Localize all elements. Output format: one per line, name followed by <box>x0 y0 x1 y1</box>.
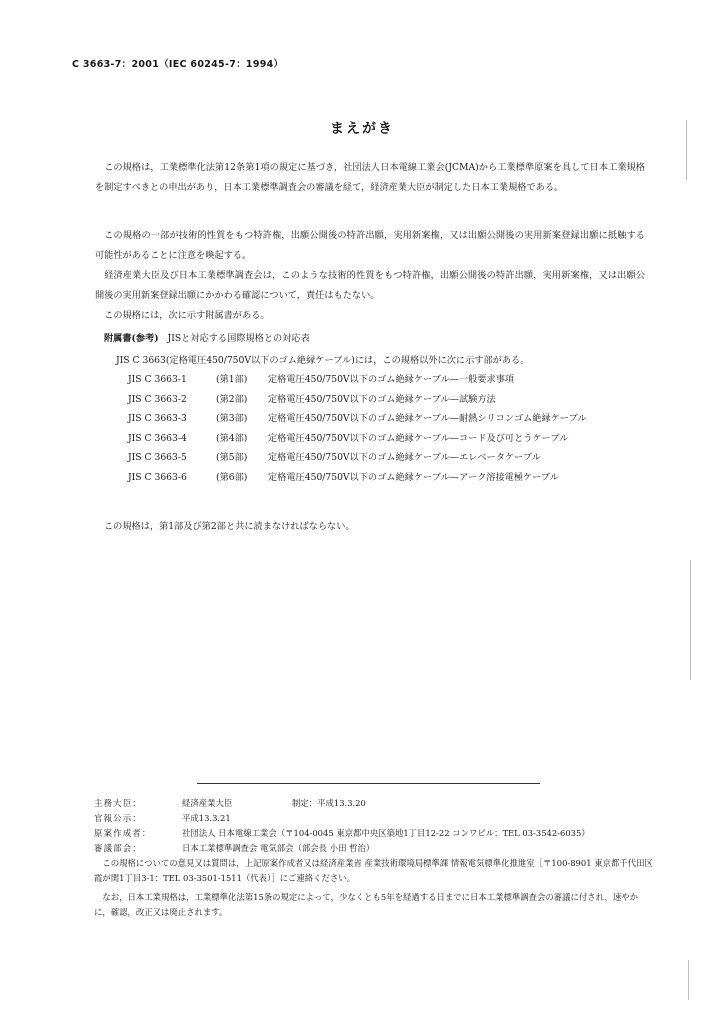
series-intro: JIS C 3663(定格電圧450/750V以下のゴム絶縁ケーブル)には，この規格以外に次に示す部がある。 <box>116 355 530 366</box>
list-item <box>128 390 648 410</box>
series-title: 定格電圧450/750V以下のゴム絶縁ケーブル—耐熱シリコンゴム絶縁ケーブル <box>268 413 587 424</box>
series-part: (第5部) <box>216 452 248 463</box>
gazette-value: 平成13.3.21 <box>182 813 231 823</box>
series-code: JIS C 3663-5 <box>128 452 187 463</box>
council-label: 審議部会： <box>94 843 142 853</box>
series-code: JIS C 3663-2 <box>128 393 187 405</box>
series-part: (第2部) <box>216 393 248 405</box>
footer-minister <box>94 796 654 811</box>
series-title: 定格電圧450/750V以下のゴム絶縁ケーブル—試験方法 <box>268 393 496 405</box>
series-part: (第3部) <box>216 413 248 424</box>
series-title: 定格電圧450/750V以下のゴム絶縁ケーブル—エレベータケーブル <box>268 452 541 463</box>
footer-divider <box>197 783 540 784</box>
closing-note: この規格は，第1部及び第2部と共に読まなければならない。 <box>104 521 355 532</box>
scan-artifact <box>690 560 691 680</box>
review-note: なお，日本工業規格は，工業標準化法第15条の規定によって，少なくとも5年を経過する日までに日本工業標準調査会の審議に付され，速やかに，確認，改正又は廃止されます。 <box>94 892 638 917</box>
council-value: 日本工業標準調査会 電気部会（部会長 小田 哲治） <box>182 843 375 853</box>
series-code: JIS C 3663-1 <box>128 374 187 385</box>
footer-drafter <box>94 826 654 841</box>
gazette-label: 官報公示： <box>94 813 142 823</box>
enacted-date: 制定：平成13.3.20 <box>292 798 366 808</box>
list-item <box>128 448 648 468</box>
series-part: (第1部) <box>216 374 248 385</box>
list-item <box>128 370 648 390</box>
list-item <box>128 409 648 429</box>
paragraph-enactment: この規格は，工業標準化法第12条第1項の規定に基づき，社団法人日本電線工業会(JCMA)から工業標準原案を具して日本工業規格を制定すべきとの申出があり，日本工業標準調査会の審議を経て，経済産業大臣が制定した日本工業規格である。 <box>95 162 645 193</box>
series-code: JIS C 3663-4 <box>128 432 187 444</box>
series-part: (第6部) <box>216 471 248 483</box>
footer-block <box>94 796 654 856</box>
paragraph-patent-disclaimer: 経済産業大臣及び日本工業標準調査会は，このような技術的性質をもつ特許権，出願公開後の特許出願，実用新案権，又は出願公開後の実用新案登録出願にかかわる確認について，責任はもたない。 <box>95 270 645 301</box>
series-code: JIS C 3663-6 <box>128 471 187 483</box>
annex-text: JISと対応する国際規格との対応表 <box>167 333 310 344</box>
drafter-label: 原案作成者： <box>94 828 152 838</box>
scan-artifact <box>686 120 687 180</box>
minister-value: 経済産業大臣 <box>182 798 233 808</box>
series-code: JIS C 3663-3 <box>128 413 187 424</box>
paragraph-patent-notice: この規格の一部が技術的性質をもつ特許権，出願公開後の特許出願，実用新案権，又は出願公開後の実用新案登録出願に抵触する可能性があることに注意を喚起する。 <box>95 230 645 261</box>
footer-council <box>94 841 654 856</box>
series-part: (第4部) <box>216 432 248 444</box>
footer-gazette <box>94 811 654 826</box>
scan-artifact <box>688 960 689 1000</box>
list-item <box>128 468 648 488</box>
series-title: 定格電圧450/750V以下のゴム絶縁ケーブル—アーク溶接電極ケーブル <box>268 471 559 483</box>
minister-label: 主務大臣： <box>94 798 142 808</box>
drafter-value: 社団法人 日本電線工業会（〒104-0045 東京都中央区築地1丁目12-22 コンワビル：TEL 03-3542-6035） <box>182 828 590 838</box>
series-title: 定格電圧450/750V以下のゴム絶縁ケーブル—コード及び可とうケーブル <box>268 432 569 444</box>
inquiry-note: この規格についての意見又は質問は，上記原案作成者又は経済産業省 産業技術環境局標準課 情報電気標準化推進室［〒100-8901 東京都千代田区霞が関1丁目3-1：TEL 03-3501-1511（代表）］にご連絡ください。 <box>94 858 653 883</box>
page-title: まえがき <box>330 121 394 137</box>
list-item <box>128 429 648 449</box>
annex-entry <box>104 330 310 344</box>
annex-label: 附属書(参考) <box>104 333 159 344</box>
paragraph-annex-intro: この規格には，次に示す附属書がある。 <box>104 310 270 321</box>
series-list <box>128 370 648 487</box>
series-title: 定格電圧450/750V以下のゴム絶縁ケーブル—一般要求事項 <box>268 374 515 385</box>
standard-reference: C 3663-7：2001（IEC 60245-7：1994） <box>72 59 284 70</box>
